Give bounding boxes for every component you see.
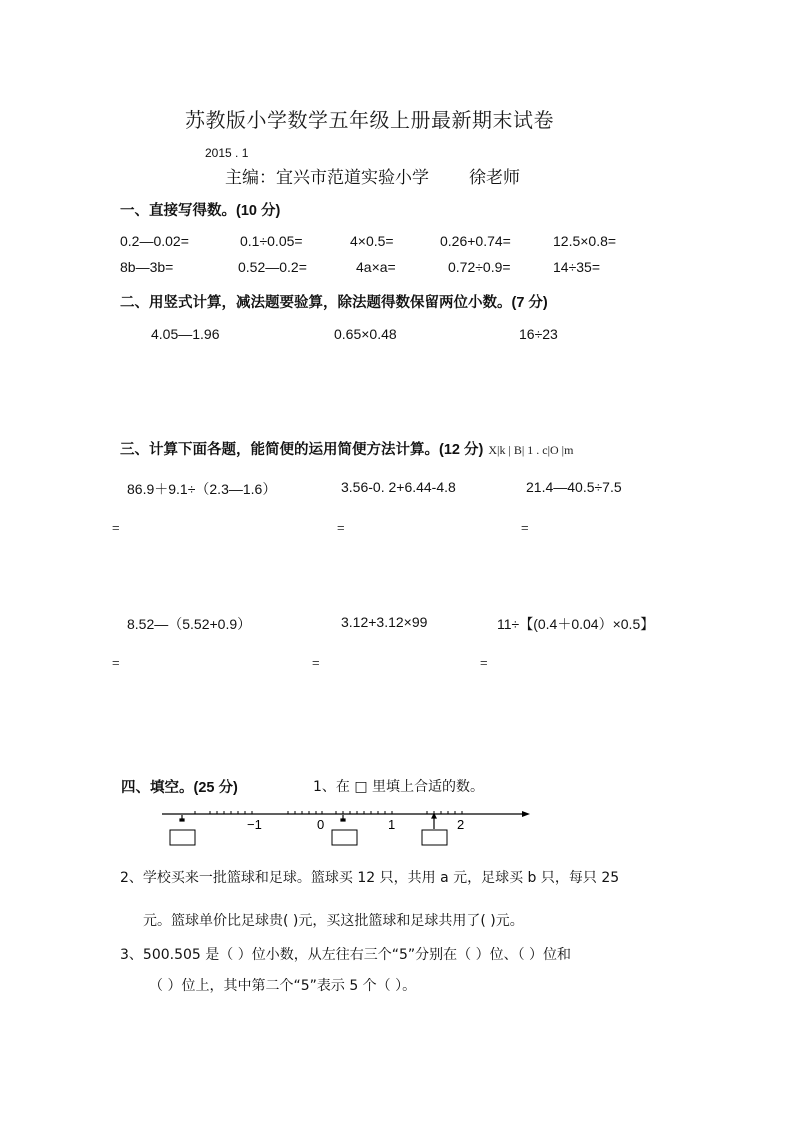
section-1-points: (10 分) xyxy=(236,203,281,219)
section-3-heading xyxy=(120,438,573,459)
section-2-points: (7 分) xyxy=(511,295,548,311)
nl-label-1: 1 xyxy=(388,817,396,832)
arrow-icon xyxy=(522,811,530,817)
exam-date: 2015 . 1 xyxy=(205,146,249,160)
s1-r2-c1: 8b—3b= xyxy=(120,259,174,275)
s3-r2-c1: 8.52—（5.52+0.9） xyxy=(127,616,252,632)
s1-r2-c5: 14÷35= xyxy=(553,259,601,275)
section-4-title: 四、填空。 xyxy=(121,780,194,796)
nl-label-minus1: −1 xyxy=(247,817,262,832)
s2-problem-3: 16÷23 xyxy=(519,326,558,342)
section-3-points: (12 分) xyxy=(439,442,484,458)
s1-r1-c1: 0.2—0.02= xyxy=(120,233,189,249)
s1-r2-c3: 4a×a= xyxy=(356,259,396,275)
s3-r2-equals-3: = xyxy=(480,655,488,670)
section-2-title: 二、用竖式计算，减法题要验算，除法题得数保留两位小数。 xyxy=(120,295,512,311)
section-4-heading xyxy=(121,776,238,797)
answer-box-2[interactable] xyxy=(332,830,357,845)
s3-r2-c2: 3.12+3.12×99 xyxy=(341,614,428,630)
exam-title: 苏教版小学数学五年级上册最新期末试卷 xyxy=(185,108,554,132)
s4-question-2-line-2: 元。篮球单价比足球贵( )元，买这批篮球和足球共用了( )元。 xyxy=(143,913,524,929)
s4-question-1: 1、在 □ 里填上合适的数。 xyxy=(313,779,485,795)
s3-r1-equals-1: = xyxy=(112,520,120,535)
section-1-title: 一、直接写得数。 xyxy=(120,203,236,219)
nl-label-2: 2 xyxy=(457,817,465,832)
s1-r1-c2: 0.1÷0.05= xyxy=(240,233,303,249)
s3-r1-c3: 21.4—40.5÷7.5 xyxy=(526,479,622,495)
number-line xyxy=(150,800,540,855)
teacher-name: 徐老师 xyxy=(469,168,520,188)
s1-r2-c2: 0.52—0.2= xyxy=(238,259,307,275)
s3-r2-equals-2: = xyxy=(312,655,320,670)
s1-r2-c4: 0.72÷0.9= xyxy=(448,259,511,275)
s1-r1-c5: 12.5×0.8= xyxy=(553,233,617,249)
editor-label: 主编：宜兴市范道实验小学 xyxy=(225,168,429,188)
s3-r2-equals-1: = xyxy=(112,655,120,670)
section-3-title: 三、计算下面各题，能简便的运用简便方法计算。 xyxy=(120,442,439,458)
section-2-heading xyxy=(120,291,548,312)
s3-r2-c3: 11÷【(0.4＋0.04）×0.5】 xyxy=(497,616,655,632)
s4-question-3-line-2: （ ）位上，其中第二个“5”表示 5 个（ ）。 xyxy=(149,978,417,994)
answer-box-3[interactable] xyxy=(422,830,447,845)
section-4-points: (25 分) xyxy=(193,780,238,796)
section-1-heading xyxy=(120,199,280,220)
nl-label-0: 0 xyxy=(317,817,325,832)
s1-r1-c3: 4×0.5= xyxy=(350,233,394,249)
s3-r1-equals-2: = xyxy=(337,520,345,535)
editor-line xyxy=(225,163,520,188)
s3-r1-c2: 3.56-0. 2+6.44-4.8 xyxy=(341,479,456,495)
s2-problem-1: 4.05—1.96 xyxy=(151,326,220,342)
watermark-noise: X|k | B| 1 . c|O |m xyxy=(488,443,574,457)
s4-question-2-line-1: 2、学校买来一批篮球和足球。篮球买 12 只，共用 a 元，足球买 b 只，每只 25 xyxy=(120,870,620,886)
s2-problem-2: 0.65×0.48 xyxy=(334,326,397,342)
s3-r1-c1: 86.9＋9.1÷（2.3—1.6） xyxy=(127,481,277,497)
answer-box-1[interactable] xyxy=(170,830,195,845)
s3-r1-equals-3: = xyxy=(521,520,529,535)
s1-r1-c4: 0.26+0.74= xyxy=(440,233,511,249)
s4-question-3-line-1: 3、500.505 是（ ）位小数，从左往右三个“5”分别在（ ）位、（ ）位和 xyxy=(120,947,572,963)
